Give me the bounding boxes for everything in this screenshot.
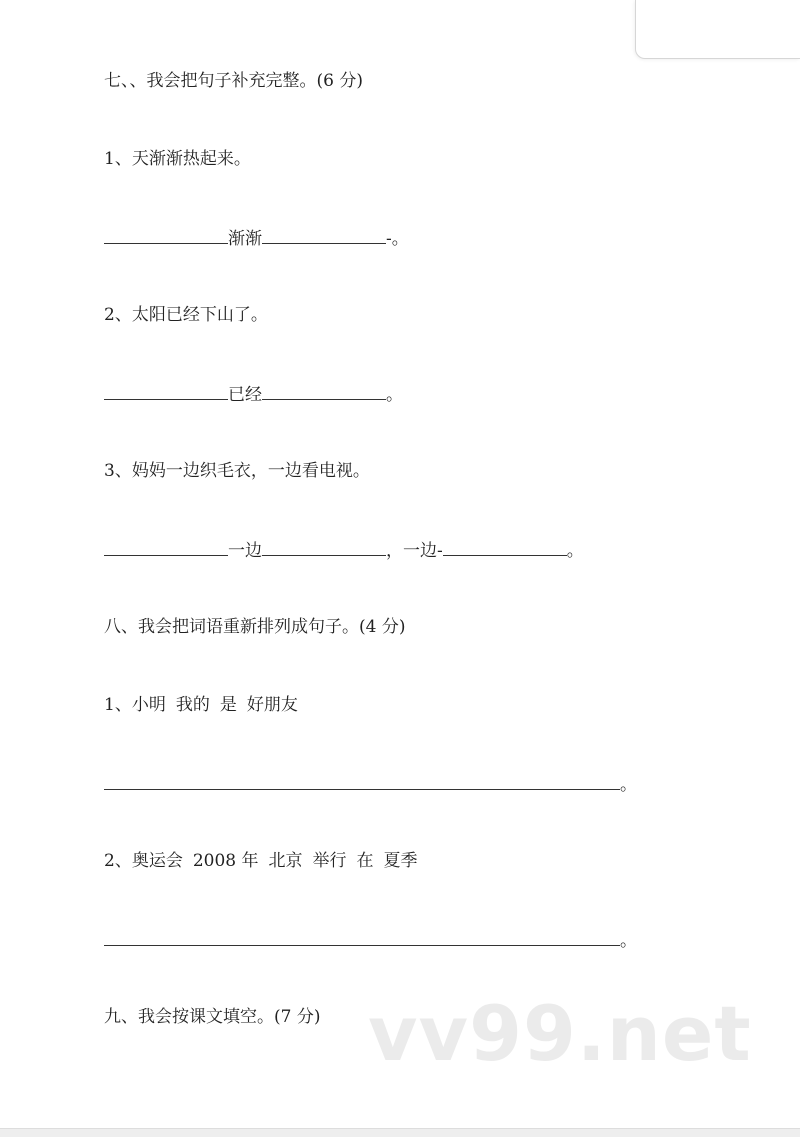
s8-q1-answer: [104, 772, 637, 796]
section-8-title: 八、我会把词语重新排列成句子。(4 分): [104, 617, 406, 637]
answer-line[interactable]: [104, 772, 620, 790]
answer-blank[interactable]: [443, 538, 567, 556]
word-tile: 夏季: [383, 851, 418, 871]
s7-q3-answer: [104, 538, 584, 562]
s8-q1-prompt: [104, 694, 298, 716]
answer-blank[interactable]: [262, 382, 386, 400]
page-corner-tab: [635, 0, 800, 59]
s7-q2-answer: [104, 382, 403, 406]
s7-q1-prompt: 1、天渐渐热起来。: [104, 149, 251, 169]
section-7-title: 七、、我会把句子补充完整。(6 分): [104, 71, 363, 91]
s8-q1-num: 1、: [104, 695, 132, 715]
word-tile: 奥运会: [131, 851, 183, 871]
s8-q1-end: 。: [620, 775, 637, 795]
s7-q3-prompt: 3、妈妈一边织毛衣，一边看电视。: [104, 461, 370, 481]
answer-blank[interactable]: [262, 226, 386, 244]
answer-blank[interactable]: [104, 382, 228, 400]
answer-line[interactable]: [104, 928, 620, 946]
watermark: vv99.net: [368, 989, 752, 1078]
word-tile: 好朋友: [246, 695, 298, 715]
page-bottom-edge: [0, 1128, 800, 1137]
s7-q1-word: 渐渐: [228, 229, 262, 249]
s7-q3-sep: ，一边-: [386, 541, 443, 561]
answer-blank[interactable]: [104, 226, 228, 244]
s7-q2-word: 已经: [228, 385, 262, 405]
section-9-title: 九、我会按课文填空。(7 分): [104, 1007, 321, 1027]
answer-blank[interactable]: [104, 538, 228, 556]
word-tile: 2008 年: [192, 851, 259, 871]
s8-q2-end: 。: [620, 931, 637, 951]
s8-q2-answer: [104, 928, 637, 952]
s7-q1-answer: [104, 226, 409, 250]
s7-q3-end: 。: [566, 541, 584, 561]
s7-q2-end: 。: [386, 385, 403, 405]
word-tile: 我的: [175, 695, 210, 715]
word-tile: 在: [356, 851, 374, 871]
s8-q2-prompt: [104, 850, 418, 872]
s8-q2-num: 2、: [104, 851, 132, 871]
word-tile: 北京: [268, 851, 303, 871]
s7-q1-end: -。: [386, 229, 409, 249]
word-tile: 举行: [312, 851, 347, 871]
word-tile: 是: [219, 695, 237, 715]
s7-q2-prompt: 2、太阳已经下山了。: [104, 305, 268, 325]
answer-blank[interactable]: [262, 538, 386, 556]
s7-q3-word1: 一边: [228, 541, 262, 561]
word-tile: 小明: [131, 695, 166, 715]
